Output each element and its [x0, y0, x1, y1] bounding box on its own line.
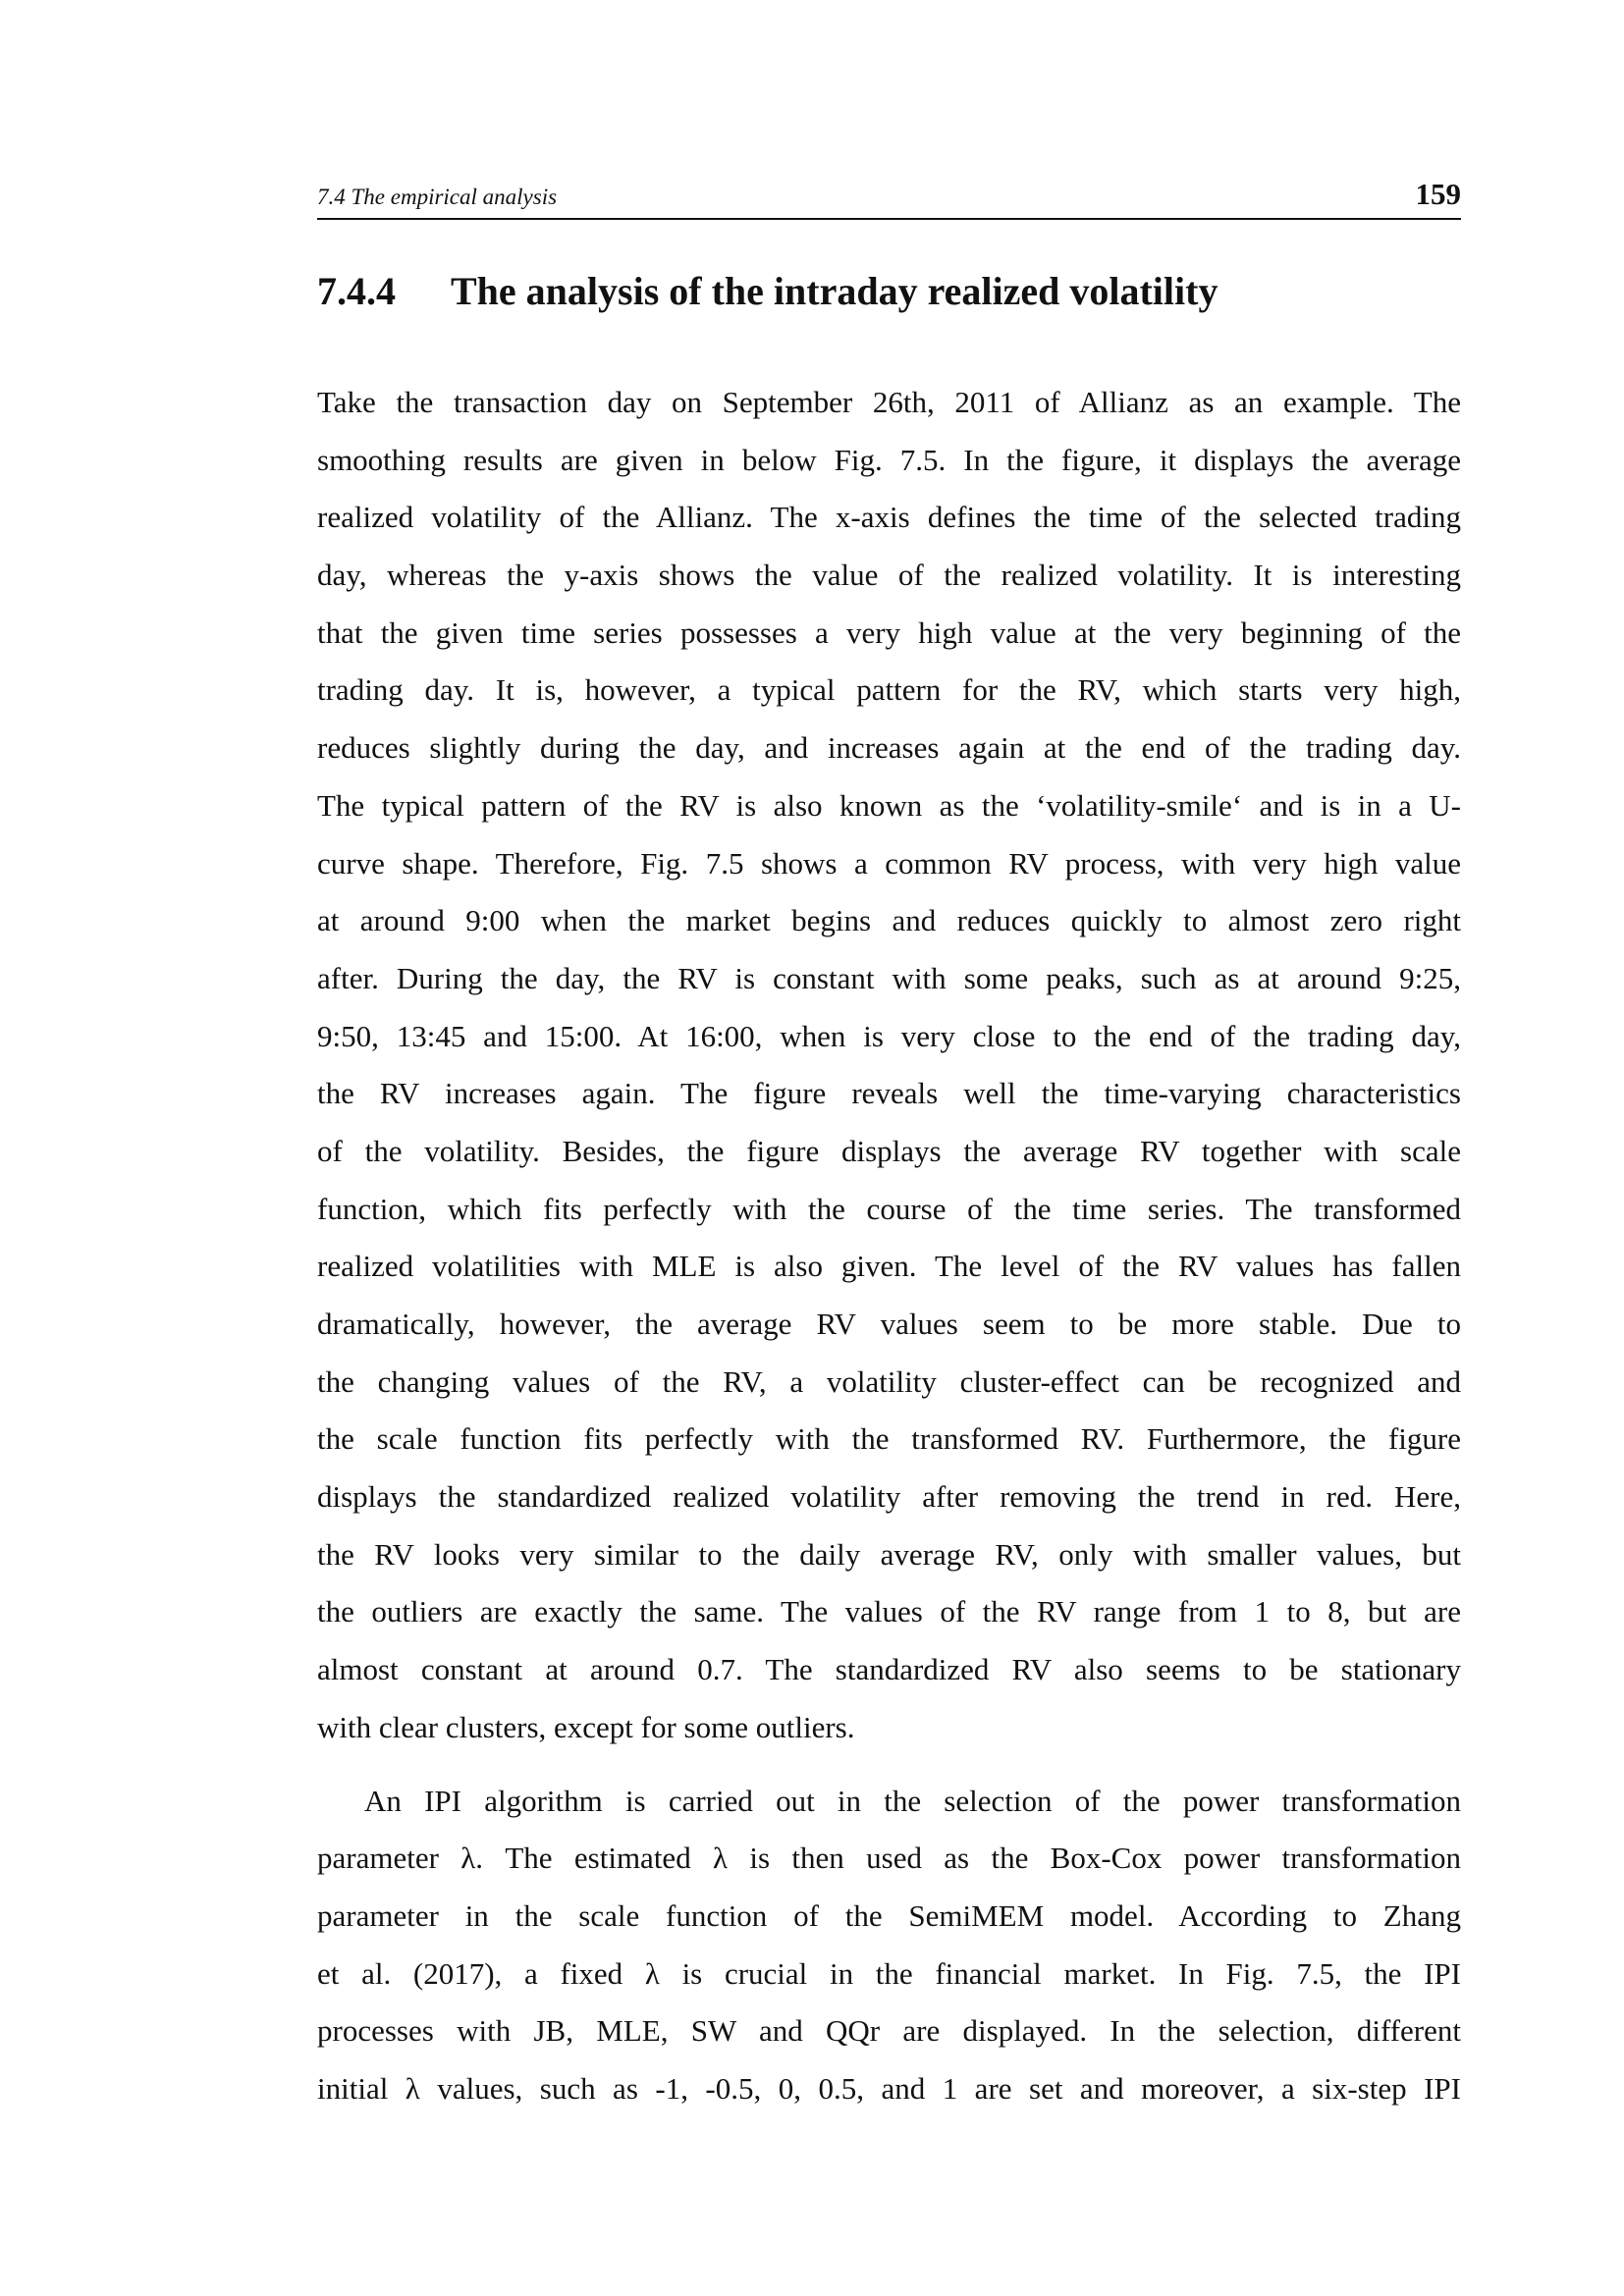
section-title: The analysis of the intraday realized volatility	[451, 269, 1218, 313]
text-line: trading day. It is, however, a typical pattern for the RV, which starts very high,	[317, 672, 1461, 708]
text-line: the changing values of the RV, a volatility cluster-effect can be recognized and	[317, 1363, 1461, 1399]
text-line: parameter in the scale function of the SemiMEM model. According to Zhang	[317, 1897, 1461, 1933]
text-line: realized volatility of the Allianz. The x-axis defines the time of the selected trading	[317, 500, 1461, 535]
text-line: et al. (2017), a fixed λ is crucial in the financial market. In Fig. 7.5, the IPI	[317, 1955, 1461, 1991]
text-line: the RV looks very similar to the daily average RV, only with smaller values, but	[317, 1536, 1461, 1572]
running-title: 7.4 The empirical analysis	[317, 185, 558, 209]
text-line: dramatically, however, the average RV values seem to be more stable. Due to	[317, 1307, 1461, 1341]
section-number: 7.4.4	[317, 269, 396, 313]
text-line: the scale function fits perfectly with the transformed RV. Furthermore, the figure	[317, 1421, 1461, 1457]
text-line: almost constant at around 0.7. The standardized RV also seems to be stationary	[317, 1652, 1461, 1687]
text-line: the outliers are exactly the same. The values of the RV range from 1 to 8, but are	[317, 1594, 1461, 1629]
body-text	[317, 374, 1461, 2118]
text-line: curve shape. Therefore, Fig. 7.5 shows a common RV process, with very high value	[317, 845, 1461, 881]
text-line: displays the standardized realized volatility after removing the trend in red. Here,	[317, 1479, 1461, 1515]
text-line: parameter λ. The estimated λ is then used as the Box-Cox power transformation	[317, 1841, 1461, 1876]
text-line: reduces slightly during the day, and increases again at the end of the trading day.	[317, 730, 1461, 766]
text-line: initial λ values, such as -1, -0.5, 0, 0.5, and 1 are set and moreover, a six-step IPI	[317, 2070, 1461, 2106]
paragraph-2	[317, 1773, 1461, 2118]
text-line: that the given time series possesses a very high value at the very beginning of the	[317, 614, 1461, 650]
text-line: realized volatilities with MLE is also given. The level of the RV values has fallen	[317, 1249, 1461, 1284]
text-line: An IPI algorithm is carried out in the selection of the power transformation	[364, 1783, 1461, 1818]
text-line: processes with JB, MLE, SW and QQr are displayed. In the selection, different	[317, 2013, 1461, 2049]
text-line: 9:50, 13:45 and 15:00. At 16:00, when is very close to the end of the trading day,	[317, 1018, 1461, 1053]
text-line: Take the transaction day on September 26th, 2011 of Allianz as an example. The	[317, 385, 1461, 419]
text-line: the RV increases again. The figure reveals well the time-varying characteristics	[317, 1076, 1461, 1111]
text-line: of the volatility. Besides, the figure displays the average RV together with scale	[317, 1133, 1461, 1168]
paragraph-1	[317, 374, 1461, 1757]
text-line: with clear clusters, except for some outliers.	[317, 1709, 855, 1744]
running-header	[317, 175, 1461, 220]
text-line: The typical pattern of the RV is also known as the ‘volatility-smile‘ and is in a U-	[317, 787, 1461, 823]
text-line: smoothing results are given in below Fig. 7.5. In the figure, it displays the average	[317, 442, 1461, 477]
text-line: after. During the day, the RV is constant with some peaks, such as at around 9:25,	[317, 960, 1461, 995]
text-line: function, which fits perfectly with the course of the time series. The transformed	[317, 1191, 1461, 1226]
section-heading	[317, 267, 1461, 316]
text-line: at around 9:00 when the market begins and reduces quickly to almost zero right	[317, 903, 1461, 938]
text-line: day, whereas the y-axis shows the value of the realized volatility. It is interesting	[317, 558, 1461, 593]
page-number: 159	[1415, 177, 1461, 211]
